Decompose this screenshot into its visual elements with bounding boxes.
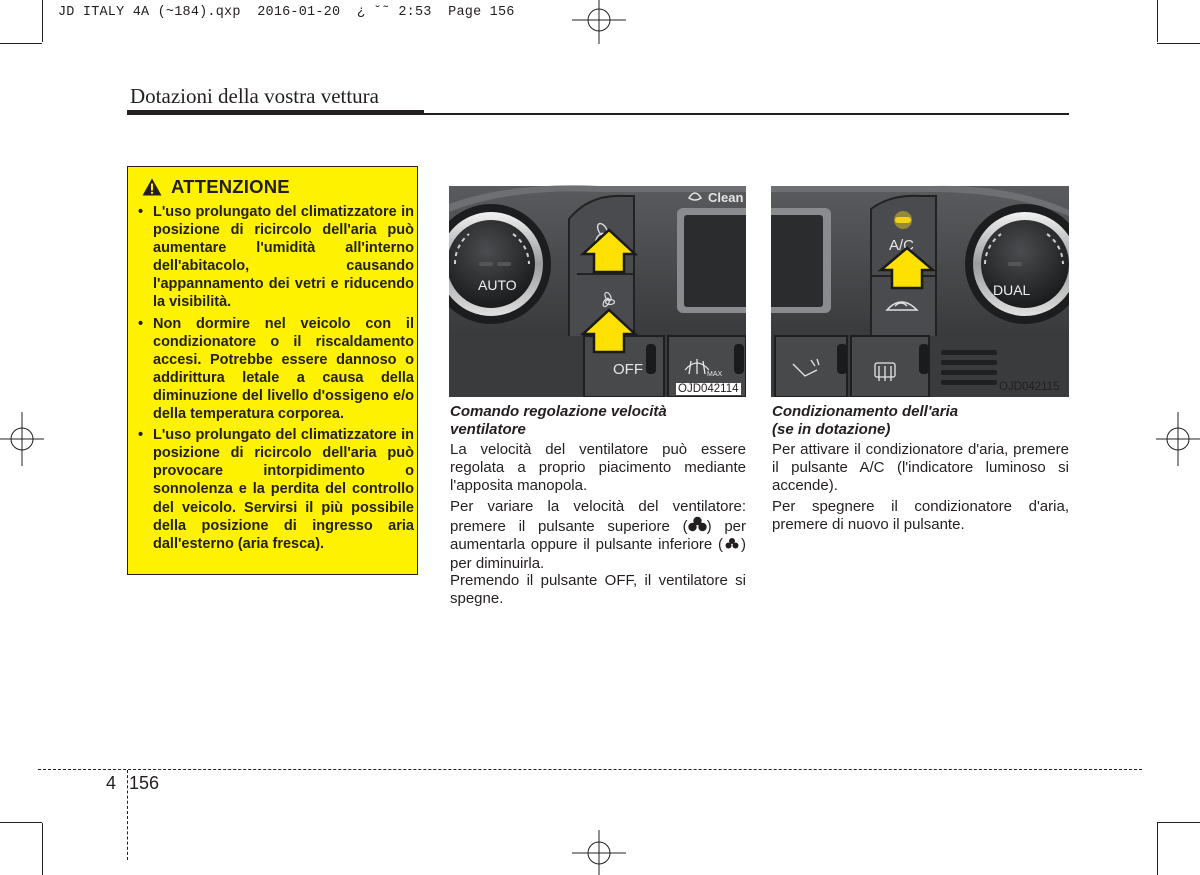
registration-mark-top	[572, 0, 626, 44]
off-button-label: OFF	[613, 361, 643, 378]
page-number	[106, 773, 159, 794]
paragraph-fan-adjust: Per variare la velocità del ventilatore: premere il pulsante superiore ( ) per aumentarla oppure il pulsante inferiore ( ) per diminuirla.	[450, 498, 746, 572]
warning-header	[142, 176, 290, 198]
warning-item: • L'uso prolungato del climatizzatore in posizione di ricircolo dell'aria può provocare intorpidimento o sonnolenza e la perdita del controllo del veicolo. Servirsi il più possibile della posizione di ingresso aria dall'esterno (aria fresca).	[138, 427, 414, 552]
ac-button-label: A/C	[889, 237, 915, 254]
small-fan-icon	[725, 537, 739, 550]
print-header: JD ITALY 4A (~184).qxp 2016-01-20 ¿ ˘˜ 2:53 Page 156	[58, 5, 515, 20]
warning-item: • L'uso prolungato del climatizzatore in posizione di ricircolo dell'aria può aumentare l'umidità all'interno dell'abitacolo, causando l'appannamento dei vetri e riducendo la visibilità.	[138, 204, 414, 311]
ac-control-panel-illustration	[771, 164, 1069, 397]
figure-code: OJD042114	[678, 383, 739, 395]
figure-code: OJD042115	[999, 381, 1060, 393]
section-title: Dotazioni della vostra vettura	[130, 84, 379, 108]
fan-control-panel-illustration	[449, 164, 746, 397]
figure-fan-control	[449, 164, 746, 397]
registration-mark-bottom	[572, 830, 626, 875]
section-rule-thin	[424, 113, 1069, 115]
paragraph-ac-off: Per spegnere il condizionatore d'aria, premere di nuovo il pulsante.	[772, 498, 1069, 534]
warning-box	[127, 166, 418, 575]
svg-text:MAX: MAX	[707, 371, 723, 378]
auto-knob-label: AUTO	[478, 277, 517, 293]
page-value: 156	[129, 773, 160, 793]
chapter-number: 4	[106, 773, 117, 793]
registration-mark-right	[1156, 412, 1200, 466]
paragraph-fan-off: Premendo il pulsante OFF, il ventilatore si spegne.	[450, 572, 746, 608]
ac-indicator-led	[894, 211, 912, 229]
dual-knob-label: DUAL	[993, 282, 1031, 298]
paragraph-fan-intro: La velocità del ventilatore può essere regolata a proprio piacimento mediante l'apposita manopola.	[450, 441, 746, 495]
warning-title: ATTENZIONE	[171, 176, 290, 197]
caption-air-conditioning: Condizionamento dell'aria (se in dotazione)	[772, 403, 959, 438]
paragraph-ac-on: Per attivare il condizionatore d'aria, premere il pulsante A/C (l'indicatore luminoso si accende).	[772, 441, 1069, 495]
section-rule-thick	[127, 110, 424, 115]
warning-list	[138, 203, 414, 556]
caption-fan-speed: Comando regolazione velocità ventilatore	[450, 403, 667, 438]
warning-triangle-icon	[142, 178, 162, 196]
footer-rule	[38, 769, 1142, 770]
warning-item: • Non dormire nel veicolo con il condizionatore o il riscaldamento accesi. Potrebbe essere dannoso o addirittura letale a causa della diminuzione del livello d'ossigeno e/o della temperatura corporea.	[138, 315, 414, 423]
large-fan-icon	[688, 516, 707, 533]
registration-mark-left	[0, 412, 44, 466]
figure-ac-control	[771, 164, 1069, 397]
svg-text:Clean: Clean	[708, 190, 744, 205]
